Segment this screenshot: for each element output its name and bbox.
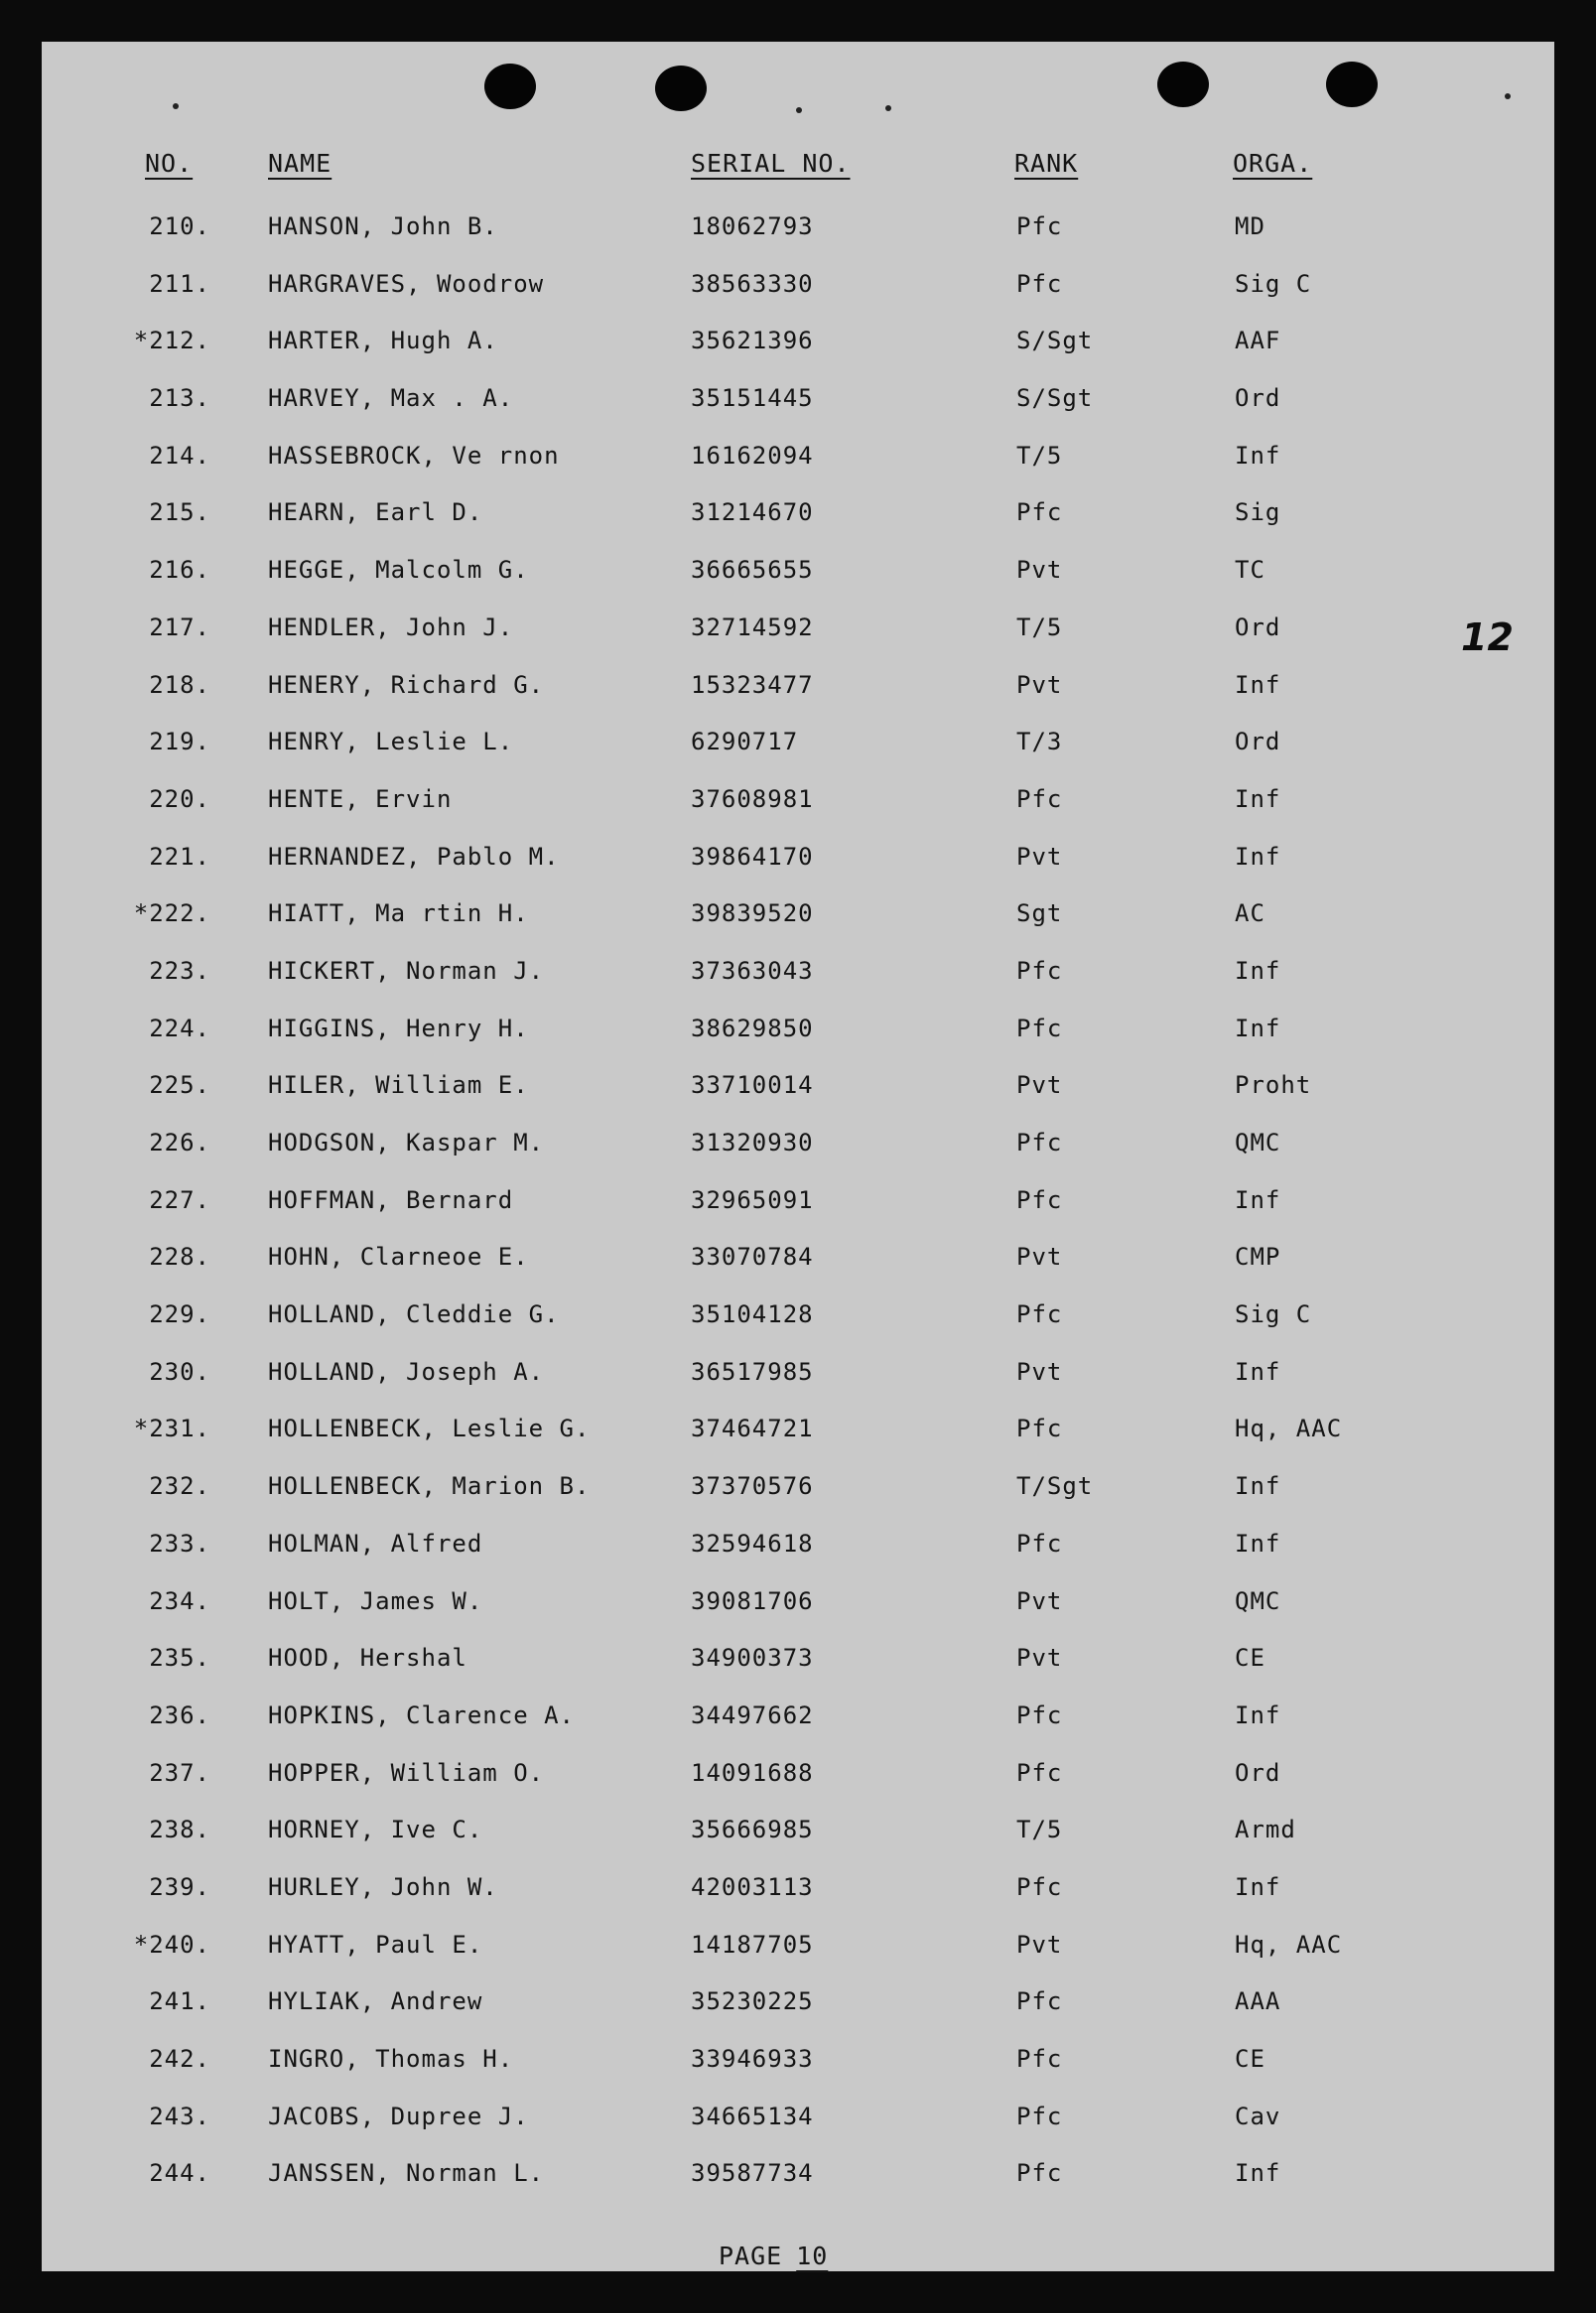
row-org: AAA bbox=[1235, 1987, 1281, 2016]
row-number: 232. bbox=[149, 1472, 210, 1501]
table-row bbox=[42, 671, 1554, 729]
punch-hole bbox=[1157, 62, 1209, 107]
row-serial: 32594618 bbox=[691, 1529, 814, 1558]
table-row bbox=[42, 1701, 1554, 1759]
row-serial: 33710014 bbox=[691, 1071, 814, 1100]
row-org: TC bbox=[1235, 556, 1265, 585]
row-rank: Pfc bbox=[1016, 1529, 1063, 1558]
paper-speck bbox=[796, 107, 802, 113]
table-row bbox=[42, 1587, 1554, 1645]
row-name: HICKERT, Norman J. bbox=[268, 956, 545, 985]
row-rank: T/5 bbox=[1016, 441, 1063, 470]
row-rank: Pfc bbox=[1016, 956, 1063, 985]
header-serial: SERIAL NO. bbox=[691, 149, 851, 178]
row-number: 226. bbox=[149, 1129, 210, 1156]
row-number: 213. bbox=[149, 384, 210, 413]
row-org: Inf bbox=[1235, 1529, 1281, 1558]
row-org: Inf bbox=[1235, 1701, 1281, 1729]
row-rank: Pvt bbox=[1016, 1644, 1063, 1673]
row-serial: 36665655 bbox=[691, 556, 814, 585]
row-name: HIATT, Ma rtin H. bbox=[268, 899, 529, 928]
row-name: HOLLAND, Joseph A. bbox=[268, 1357, 545, 1386]
row-org: CE bbox=[1235, 1644, 1265, 1673]
table-row bbox=[42, 1873, 1554, 1931]
row-serial: 35621396 bbox=[691, 327, 814, 355]
table-row bbox=[42, 1243, 1554, 1300]
row-rank: S/Sgt bbox=[1016, 327, 1094, 355]
row-name: HOLLAND, Cleddie G. bbox=[268, 1300, 560, 1329]
row-rank: Pfc bbox=[1016, 1300, 1063, 1329]
row-rank: Pvt bbox=[1016, 1930, 1063, 1959]
row-number: 236. bbox=[149, 1701, 210, 1729]
row-name: HENERY, Richard G. bbox=[268, 670, 545, 699]
row-number: 215. bbox=[149, 498, 210, 527]
row-serial: 42003113 bbox=[691, 1872, 814, 1901]
row-org: Inf bbox=[1235, 441, 1281, 470]
row-org: Cav bbox=[1235, 2102, 1281, 2130]
row-serial: 32965091 bbox=[691, 1185, 814, 1214]
row-org: Inf bbox=[1235, 842, 1281, 871]
row-name: HOOD, Hershal bbox=[268, 1644, 467, 1673]
table-row bbox=[42, 1071, 1554, 1129]
row-name: HENDLER, John J. bbox=[268, 612, 514, 641]
table-row bbox=[42, 212, 1554, 270]
row-number: 239. bbox=[149, 1872, 210, 1901]
row-serial: 18062793 bbox=[691, 212, 814, 240]
row-org: Hq, AAC bbox=[1235, 1930, 1343, 1959]
row-org: CE bbox=[1235, 2045, 1265, 2073]
row-number: 210. bbox=[149, 212, 210, 240]
row-rank: Pfc bbox=[1016, 498, 1063, 527]
row-number: 238. bbox=[149, 1816, 210, 1844]
row-rank: Pfc bbox=[1016, 212, 1063, 240]
table-row bbox=[42, 1415, 1554, 1472]
row-serial: 35666985 bbox=[691, 1816, 814, 1844]
table-row bbox=[42, 957, 1554, 1015]
table-row bbox=[42, 1530, 1554, 1587]
row-number: 225. bbox=[149, 1071, 210, 1100]
row-number: *231. bbox=[133, 1415, 210, 1443]
row-org: CMP bbox=[1235, 1243, 1281, 1272]
row-serial: 39587734 bbox=[691, 2159, 814, 2188]
row-rank: Pvt bbox=[1016, 842, 1063, 871]
row-number: 243. bbox=[149, 2102, 210, 2130]
page-footer bbox=[719, 2242, 842, 2270]
row-number: 228. bbox=[149, 1243, 210, 1272]
punch-hole bbox=[484, 64, 536, 109]
row-name: HOPKINS, Clarence A. bbox=[268, 1701, 575, 1729]
header-org: ORGA. bbox=[1233, 149, 1313, 178]
row-org: Inf bbox=[1235, 784, 1281, 813]
row-serial: 35151445 bbox=[691, 384, 814, 413]
row-name: HENRY, Leslie L. bbox=[268, 728, 514, 756]
table-row bbox=[42, 270, 1554, 328]
row-serial: 14187705 bbox=[691, 1930, 814, 1959]
table-row bbox=[42, 1015, 1554, 1072]
row-rank: Pvt bbox=[1016, 1586, 1063, 1615]
row-number: 230. bbox=[149, 1357, 210, 1386]
row-serial: 38629850 bbox=[691, 1014, 814, 1042]
row-org: Hq, AAC bbox=[1235, 1415, 1343, 1443]
row-org: Inf bbox=[1235, 1872, 1281, 1901]
paper-speck bbox=[885, 105, 891, 111]
row-serial: 31214670 bbox=[691, 498, 814, 527]
table-row bbox=[42, 785, 1554, 843]
row-number: 218. bbox=[149, 670, 210, 699]
row-name: HOHN, Clarneoe E. bbox=[268, 1243, 529, 1272]
table-row bbox=[42, 843, 1554, 900]
row-name: HARGRAVES, Woodrow bbox=[268, 269, 545, 298]
row-name: HILER, William E. bbox=[268, 1071, 529, 1100]
row-serial: 34497662 bbox=[691, 1701, 814, 1729]
table-row bbox=[42, 1816, 1554, 1873]
row-name: JANSSEN, Norman L. bbox=[268, 2159, 545, 2188]
row-org: Sig C bbox=[1235, 269, 1312, 298]
roster-list bbox=[42, 212, 1554, 2217]
row-org: Ord bbox=[1235, 384, 1281, 413]
row-number: *212. bbox=[133, 327, 210, 355]
punch-hole bbox=[1326, 62, 1378, 107]
row-rank: Pfc bbox=[1016, 1014, 1063, 1042]
row-number: 219. bbox=[149, 728, 210, 756]
row-org: AC bbox=[1235, 899, 1265, 928]
table-row bbox=[42, 2103, 1554, 2160]
row-number: 223. bbox=[149, 956, 210, 985]
row-name: HARVEY, Max . A. bbox=[268, 384, 514, 413]
row-name: HANSON, John B. bbox=[268, 212, 498, 240]
row-org: Proht bbox=[1235, 1071, 1312, 1100]
row-serial: 39839520 bbox=[691, 899, 814, 928]
row-name: HOLMAN, Alfred bbox=[268, 1529, 483, 1558]
row-name: HEARN, Earl D. bbox=[268, 498, 483, 527]
row-number: 227. bbox=[149, 1185, 210, 1214]
row-serial: 37608981 bbox=[691, 784, 814, 813]
row-number: *222. bbox=[133, 899, 210, 928]
table-row bbox=[42, 1358, 1554, 1416]
table-row bbox=[42, 1186, 1554, 1244]
row-name: HIGGINS, Henry H. bbox=[268, 1014, 529, 1042]
table-row bbox=[42, 1759, 1554, 1817]
table-row bbox=[42, 899, 1554, 957]
row-org: Ord bbox=[1235, 728, 1281, 756]
row-org: QMC bbox=[1235, 1129, 1281, 1156]
row-name: HENTE, Ervin bbox=[268, 784, 453, 813]
table-row bbox=[42, 556, 1554, 613]
row-rank: Pvt bbox=[1016, 556, 1063, 585]
table-row bbox=[42, 1472, 1554, 1530]
row-org: Inf bbox=[1235, 670, 1281, 699]
row-name: JACOBS, Dupree J. bbox=[268, 2102, 529, 2130]
row-rank: T/Sgt bbox=[1016, 1472, 1094, 1501]
row-name: HARTER, Hugh A. bbox=[268, 327, 498, 355]
row-org: Armd bbox=[1235, 1816, 1296, 1844]
table-row bbox=[42, 1931, 1554, 1988]
row-rank: Pfc bbox=[1016, 2045, 1063, 2073]
row-number: 216. bbox=[149, 556, 210, 585]
row-serial: 37464721 bbox=[691, 1415, 814, 1443]
row-org: Inf bbox=[1235, 1357, 1281, 1386]
row-name: HORNEY, Ive C. bbox=[268, 1816, 483, 1844]
table-row bbox=[42, 384, 1554, 442]
row-serial: 33946933 bbox=[691, 2045, 814, 2073]
row-number: 211. bbox=[149, 269, 210, 298]
row-name: HOLT, James W. bbox=[268, 1586, 483, 1615]
row-org: Ord bbox=[1235, 612, 1281, 641]
row-name: HOFFMAN, Bernard bbox=[268, 1185, 514, 1214]
row-org: Inf bbox=[1235, 2159, 1281, 2188]
row-serial: 14091688 bbox=[691, 1758, 814, 1787]
row-name: HERNANDEZ, Pablo M. bbox=[268, 842, 560, 871]
row-number: 217. bbox=[149, 612, 210, 641]
row-serial: 39081706 bbox=[691, 1586, 814, 1615]
paper-speck bbox=[173, 103, 179, 109]
row-rank: T/3 bbox=[1016, 728, 1063, 756]
row-rank: Pfc bbox=[1016, 2102, 1063, 2130]
row-org: Inf bbox=[1235, 1014, 1281, 1042]
row-number: 224. bbox=[149, 1014, 210, 1042]
row-number: 244. bbox=[149, 2159, 210, 2188]
row-rank: Pvt bbox=[1016, 670, 1063, 699]
paper-speck bbox=[1505, 93, 1511, 99]
header-no: NO. bbox=[145, 149, 194, 178]
row-number: 221. bbox=[149, 842, 210, 871]
page-label: PAGE bbox=[719, 2242, 783, 2270]
row-serial: 6290717 bbox=[691, 728, 799, 756]
row-name: HASSEBROCK, Ve rnon bbox=[268, 441, 560, 470]
row-name: HURLEY, John W. bbox=[268, 1872, 498, 1901]
row-serial: 33070784 bbox=[691, 1243, 814, 1272]
row-number: 242. bbox=[149, 2045, 210, 2073]
row-rank: Pvt bbox=[1016, 1357, 1063, 1386]
row-serial: 31320930 bbox=[691, 1129, 814, 1156]
row-number: 220. bbox=[149, 784, 210, 813]
row-serial: 37370576 bbox=[691, 1472, 814, 1501]
table-row bbox=[42, 442, 1554, 499]
row-rank: Pvt bbox=[1016, 1071, 1063, 1100]
row-name: HOLLENBECK, Marion B. bbox=[268, 1472, 591, 1501]
table-row bbox=[42, 613, 1554, 671]
row-org: Sig C bbox=[1235, 1300, 1312, 1329]
table-row bbox=[42, 1644, 1554, 1701]
row-rank: Pvt bbox=[1016, 1243, 1063, 1272]
row-org: Inf bbox=[1235, 1185, 1281, 1214]
row-rank: Pfc bbox=[1016, 1987, 1063, 2016]
row-name: HYATT, Paul E. bbox=[268, 1930, 483, 1959]
row-org: Ord bbox=[1235, 1758, 1281, 1787]
row-serial: 36517985 bbox=[691, 1357, 814, 1386]
row-name: HEGGE, Malcolm G. bbox=[268, 556, 529, 585]
table-row bbox=[42, 728, 1554, 785]
table-row bbox=[42, 1129, 1554, 1186]
row-rank: T/5 bbox=[1016, 612, 1063, 641]
row-number: 235. bbox=[149, 1644, 210, 1673]
row-rank: T/5 bbox=[1016, 1816, 1063, 1844]
row-serial: 34665134 bbox=[691, 2102, 814, 2130]
row-org: Inf bbox=[1235, 1472, 1281, 1501]
table-row bbox=[42, 327, 1554, 384]
row-serial: 35104128 bbox=[691, 1300, 814, 1329]
header-rank: RANK bbox=[1014, 149, 1079, 178]
row-serial: 15323477 bbox=[691, 670, 814, 699]
punch-hole bbox=[655, 66, 707, 111]
document-page bbox=[42, 42, 1554, 2271]
table-row bbox=[42, 498, 1554, 556]
header-name: NAME bbox=[268, 149, 332, 178]
row-rank: Pfc bbox=[1016, 1701, 1063, 1729]
row-rank: Pfc bbox=[1016, 1872, 1063, 1901]
row-name: INGRO, Thomas H. bbox=[268, 2045, 514, 2073]
table-row bbox=[42, 1300, 1554, 1358]
row-rank: Pfc bbox=[1016, 2159, 1063, 2188]
table-row bbox=[42, 1987, 1554, 2045]
row-number: 229. bbox=[149, 1300, 210, 1329]
row-name: HYLIAK, Andrew bbox=[268, 1987, 483, 2016]
row-number: 233. bbox=[149, 1529, 210, 1558]
row-serial: 16162094 bbox=[691, 441, 814, 470]
side-page-mark: 12 bbox=[1461, 615, 1514, 659]
row-rank: S/Sgt bbox=[1016, 384, 1094, 413]
row-serial: 35230225 bbox=[691, 1987, 814, 2016]
row-rank: Pfc bbox=[1016, 1758, 1063, 1787]
row-org: QMC bbox=[1235, 1586, 1281, 1615]
row-rank: Sgt bbox=[1016, 899, 1063, 928]
page-number: 10 bbox=[796, 2242, 829, 2270]
row-name: HOPPER, William O. bbox=[268, 1758, 545, 1787]
row-number: *240. bbox=[133, 1930, 210, 1959]
row-name: HOLLENBECK, Leslie G. bbox=[268, 1415, 591, 1443]
row-rank: Pfc bbox=[1016, 269, 1063, 298]
row-number: 214. bbox=[149, 441, 210, 470]
row-serial: 32714592 bbox=[691, 612, 814, 641]
row-name: HODGSON, Kaspar M. bbox=[268, 1129, 545, 1156]
table-row bbox=[42, 2045, 1554, 2103]
row-serial: 37363043 bbox=[691, 956, 814, 985]
row-org: AAF bbox=[1235, 327, 1281, 355]
row-serial: 34900373 bbox=[691, 1644, 814, 1673]
row-number: 234. bbox=[149, 1586, 210, 1615]
row-number: 241. bbox=[149, 1987, 210, 2016]
row-rank: Pfc bbox=[1016, 1185, 1063, 1214]
row-org: Sig bbox=[1235, 498, 1281, 527]
row-serial: 38563330 bbox=[691, 269, 814, 298]
table-row bbox=[42, 2159, 1554, 2217]
row-org: Inf bbox=[1235, 956, 1281, 985]
row-rank: Pfc bbox=[1016, 1415, 1063, 1443]
row-rank: Pfc bbox=[1016, 1129, 1063, 1156]
row-org: MD bbox=[1235, 212, 1265, 240]
row-serial: 39864170 bbox=[691, 842, 814, 871]
row-rank: Pfc bbox=[1016, 784, 1063, 813]
row-number: 237. bbox=[149, 1758, 210, 1787]
